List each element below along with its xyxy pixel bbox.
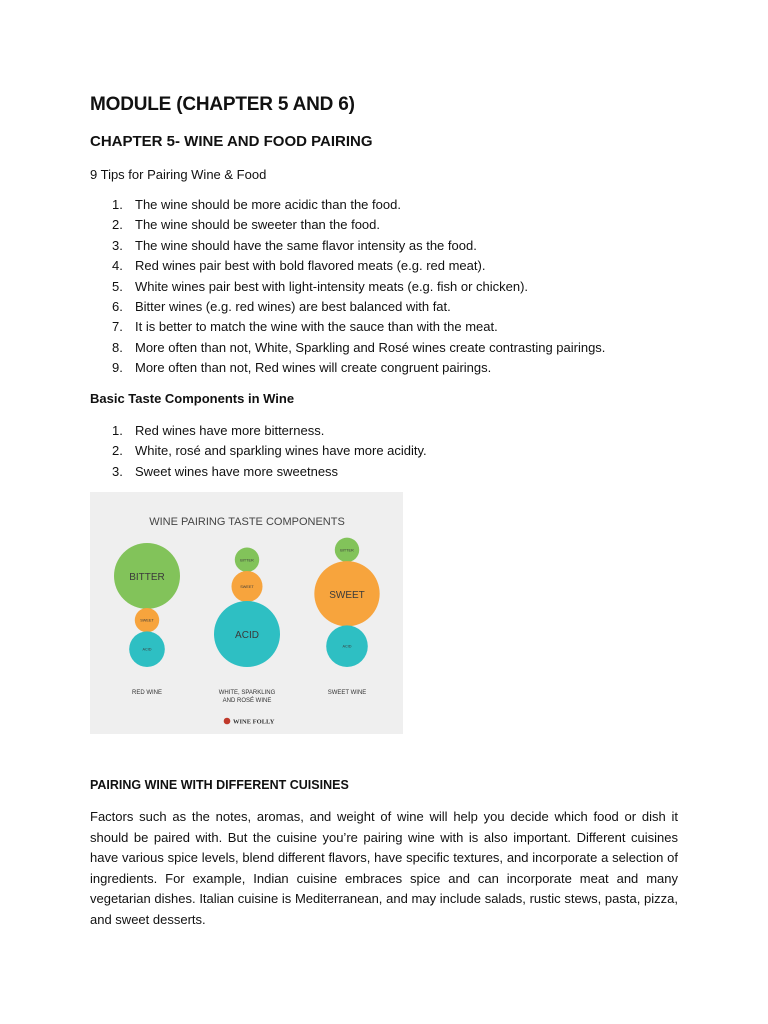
wine-taste-figure <box>90 492 403 734</box>
wine-folly-logo <box>224 718 275 726</box>
bubble-label: BITTER <box>340 548 354 553</box>
module-title: MODULE (CHAPTER 5 AND 6) <box>90 94 355 115</box>
figure-title: WINE PAIRING TASTE COMPONENTS <box>149 516 345 528</box>
list-item: 8. More often than not, White, Sparkling and Rosé wines create contrasting pairings. <box>112 339 606 355</box>
figure-credit: WINE FOLLY <box>233 718 275 726</box>
tips-list <box>90 195 605 379</box>
taste-list <box>90 421 427 482</box>
bubble-label: ACID <box>142 647 152 652</box>
bubble-label: BITTER <box>129 571 165 583</box>
bubble-label: SWEET <box>329 589 365 601</box>
list-item: 5. White wines pair best with light-intensity meats (e.g. fish or chicken). <box>112 278 529 294</box>
column-label: AND ROSÉ WINE <box>222 698 272 704</box>
list-item: 9. More often than not, Red wines will create congruent pairings. <box>112 360 492 376</box>
wine-folly-icon <box>224 718 231 725</box>
list-item: 2. White, rosé and sparkling wines have more acidity. <box>112 443 427 459</box>
column-label: SWEET WINE <box>327 690 367 696</box>
column-label: RED WINE <box>132 690 162 696</box>
bubble-label: BITTER <box>240 558 254 563</box>
tips-intro: 9 Tips for Pairing Wine & Food <box>90 167 267 182</box>
cuisines-paragraph: Factors such as the notes, aromas, and weight of wine will help you decide which food or dish it should be paired with. But the cuisine you’re pairing wine with is also important. Different cuisines have various spice levels, blend different flavors, have specific textures, and incorporate a selection of ingredients. For example, Indian cuisine embraces spice and can incorporate meat and many vegetarian dishes. Italian cuisine is Mediterranean, and may include salads, rustic stews, pasta, pizza, and sweet desserts. <box>90 809 678 927</box>
list-item: 1. The wine should be more acidic than the food. <box>112 197 401 212</box>
cuisines-heading: PAIRING WINE WITH DIFFERENT CUISINES <box>90 778 349 792</box>
bubble-label: SWEET <box>240 584 254 589</box>
list-item: 7. It is better to match the wine with the sauce than with the meat. <box>112 319 498 335</box>
bubble-label: SWEET <box>140 618 154 623</box>
column-label: WHITE, SPARKLING <box>218 690 276 696</box>
list-item: 3. The wine should have the same flavor intensity as the food. <box>112 237 477 253</box>
bubble-label: ACID <box>235 630 259 641</box>
list-item: 4. Red wines pair best with bold flavored meats (e.g. red meat). <box>112 258 486 274</box>
chapter-heading: CHAPTER 5- WINE AND FOOD PAIRING <box>90 133 373 150</box>
bubble-label: ACID <box>342 644 352 649</box>
list-item: 6. Bitter wines (e.g. red wines) are best balanced with fat. <box>112 298 451 314</box>
taste-heading: Basic Taste Components in Wine <box>90 391 295 406</box>
taste-components-diagram <box>90 492 403 734</box>
list-item: 2. The wine should be sweeter than the food. <box>112 217 380 233</box>
list-item: 3. Sweet wines have more sweetness <box>112 463 339 479</box>
list-item: 1. Red wines have more bitterness. <box>112 423 325 438</box>
